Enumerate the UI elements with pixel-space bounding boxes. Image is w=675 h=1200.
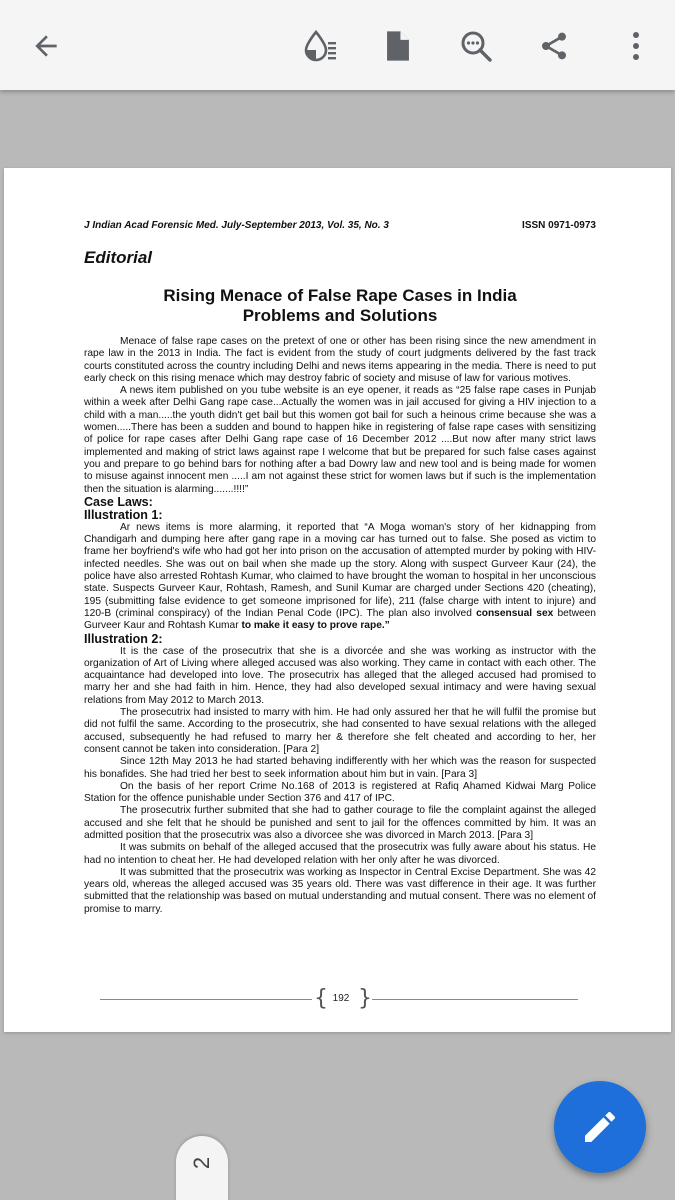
right-brace-icon: } — [358, 986, 372, 1011]
left-brace-icon: { — [314, 986, 328, 1011]
paragraph: It was submitted that the prosecutrix was working as Inspector in Central Excise Department. She was 42 years old, whereas the alleged accused was 35 years old. There was vast difference in their age. It was further submitted that the relationship was based on mutual understanding and mutual consent. There was no element of promise to marry. — [84, 866, 596, 915]
article-title — [84, 286, 596, 326]
page-indicator-number: 2 — [189, 1156, 214, 1170]
document-icon — [383, 29, 413, 63]
pdf-page — [4, 168, 671, 1032]
edit-pencil-icon — [580, 1107, 620, 1147]
article-body — [84, 336, 596, 916]
page-footer — [100, 988, 578, 1012]
more-options-button[interactable] — [610, 20, 662, 72]
search-button[interactable] — [450, 20, 502, 72]
paragraph: It is the case of the prosecutrix that she is a divorcée and she was working as instructor with the organization of Art of Living where alleged accused was also working. They came in contact with each other. The acquaintance had developed into love. The prosecutrix has alleged that the alleged accused had promised to marry her and she had faith in him. Hence, they had also developed sexual intimacy and were having sexual relations from May 2012 to March 2013. — [84, 645, 596, 706]
search-icon — [459, 29, 493, 63]
document-button[interactable] — [372, 20, 424, 72]
issn: ISSN 0971-0973 — [522, 220, 596, 231]
illustration-1-heading: Illustration 1: — [84, 507, 163, 522]
illustration-1-text: Ar news items is more alarming, it reported that “A Moga woman's story of her kidnapping from Chandigarh and dumping here after gang rape in a moving car has turned out to false. She posed as victim to frame her boyfriend's wife who had got her into prison on the accusation of attempted murder by poking with HIV-infected needles. She was out on bail when she made up the story. Along with suspect Gurveer Kaur (24), the police have also arrested Rohtash Kumar, who claimed to have brought the woman to hospital in her unconscious state. Suspects Gurveer Kaur, Rohtash, Ramesh, and Sunil Kumar are charged under Sections 420 (cheating), 195 (submitting false evidence to get someone imprisoned for life), 211 (false charge with intent to injure) and 120-B (criminal conspiracy) of the Indian Penal Code (IPC). The plan also involved — [84, 521, 596, 619]
app-toolbar — [0, 0, 675, 90]
paragraph: On the basis of her report Crime No.168 of 2013 is registered at Rafiq Ahamed Kidwai Marg Police Station for the offence punishable under Section 376 and 417 of IPC. — [84, 780, 596, 805]
illustration-1-text-mid: between Gurveer Kaur and Rohtash Kumar — [84, 607, 596, 632]
emphasis-consensual-sex: consensual sex — [476, 607, 554, 619]
more-options-icon — [632, 31, 640, 61]
paragraph: The prosecutrix had insisted to marry with him. He had only assured her that he will fulfil the promise but did not fulfil the same. According to the prosecutrix, she had consented to have sexual relations with the alleged accused, subsequently he had refused to marry her & therefore she felt cheated and according to her, her consent cannot be taken into consideration. [Para 2] — [84, 707, 596, 755]
paragraph: Since 12th May 2013 he had started behaving indifferently with her which was the reason for suspected his bonafides. She had tried her best to seek information about him but in vain. [Para 3] — [84, 756, 596, 780]
edit-fab-button[interactable] — [554, 1081, 646, 1173]
footer-rule-left — [100, 999, 312, 1000]
case-laws-heading: Case Laws: — [84, 494, 153, 509]
back-arrow-icon — [30, 30, 62, 62]
illustration-1-paragraph — [84, 522, 596, 633]
paragraph: Menace of false rape cases on the pretext of one or other has been rising since the new amendment in rape law in the 2013 in India. The fact is evident from the study of court judgments delivered by the fast track courts constituted across the country including Delhi and news items appearing in the media. There is need to put early check on this rising menace which may destroy fabric of society and misuse of law for various motives. — [84, 336, 596, 384]
paragraph: A news item published on you tube website is an eye opener, it reads as “25 false rape cases in Punjab within a week after Delhi Gang rape case...Actually the women was in jail accused for giving a HIV injection to a child with a man.....the youth didn't get bail but this women got bail for such a heinous crime because she was a women.....There has been a sudden and bound to happen hike in registering of false rape cases with sensitizing of police for rape cases after Delhi Gang rape case of 16 December 2012 ....But now after many strict laws implemented and making of strict laws against rape I welcome that but be prepared for such false cases against you and prepare to go behind bars for nothing after a bad Dowry law and new tool and is being made for women to misuse against innocent men .....I am not against these strict for women laws but if such is the implementation then the situation is alarming.......!!!!” — [84, 385, 596, 495]
title-line-1: Rising Menace of False Rape Cases in India — [163, 286, 517, 305]
journal-citation: J Indian Acad Forensic Med. July-September 2013, Vol. 35, No. 3 — [84, 220, 389, 231]
share-icon — [538, 30, 570, 62]
page-content — [84, 220, 596, 916]
section-label: Editorial — [84, 248, 153, 267]
emphasis-prove-rape: to make it easy to prove rape.” — [241, 620, 390, 632]
share-button[interactable] — [528, 20, 580, 72]
page-number: 192 — [332, 993, 350, 1004]
page-indicator[interactable] — [176, 1136, 228, 1200]
illustration-2-heading: Illustration 2: — [84, 631, 163, 646]
paragraph: It was submits on behalf of the alleged accused that the prosecutrix was fully aware about his status. He had no intention to cheat her. He had developed relation with her only after he was divorced. — [84, 842, 596, 866]
journal-header — [84, 220, 596, 234]
footer-rule-right — [372, 999, 578, 1000]
back-button[interactable] — [20, 20, 72, 72]
title-line-2: Problems and Solutions — [242, 306, 438, 325]
reading-mode-button[interactable] — [294, 20, 346, 72]
paragraph: The prosecutrix further submited that she had to gather courage to file the complaint against the alleged accused and she felt that he should be punished and sent to jail for the offences committed by him. It was an admitted position that the prosecutrix was also a divorcee she was divorced in March 2013. [Para 3] — [84, 805, 596, 841]
reading-mode-icon — [300, 26, 340, 66]
